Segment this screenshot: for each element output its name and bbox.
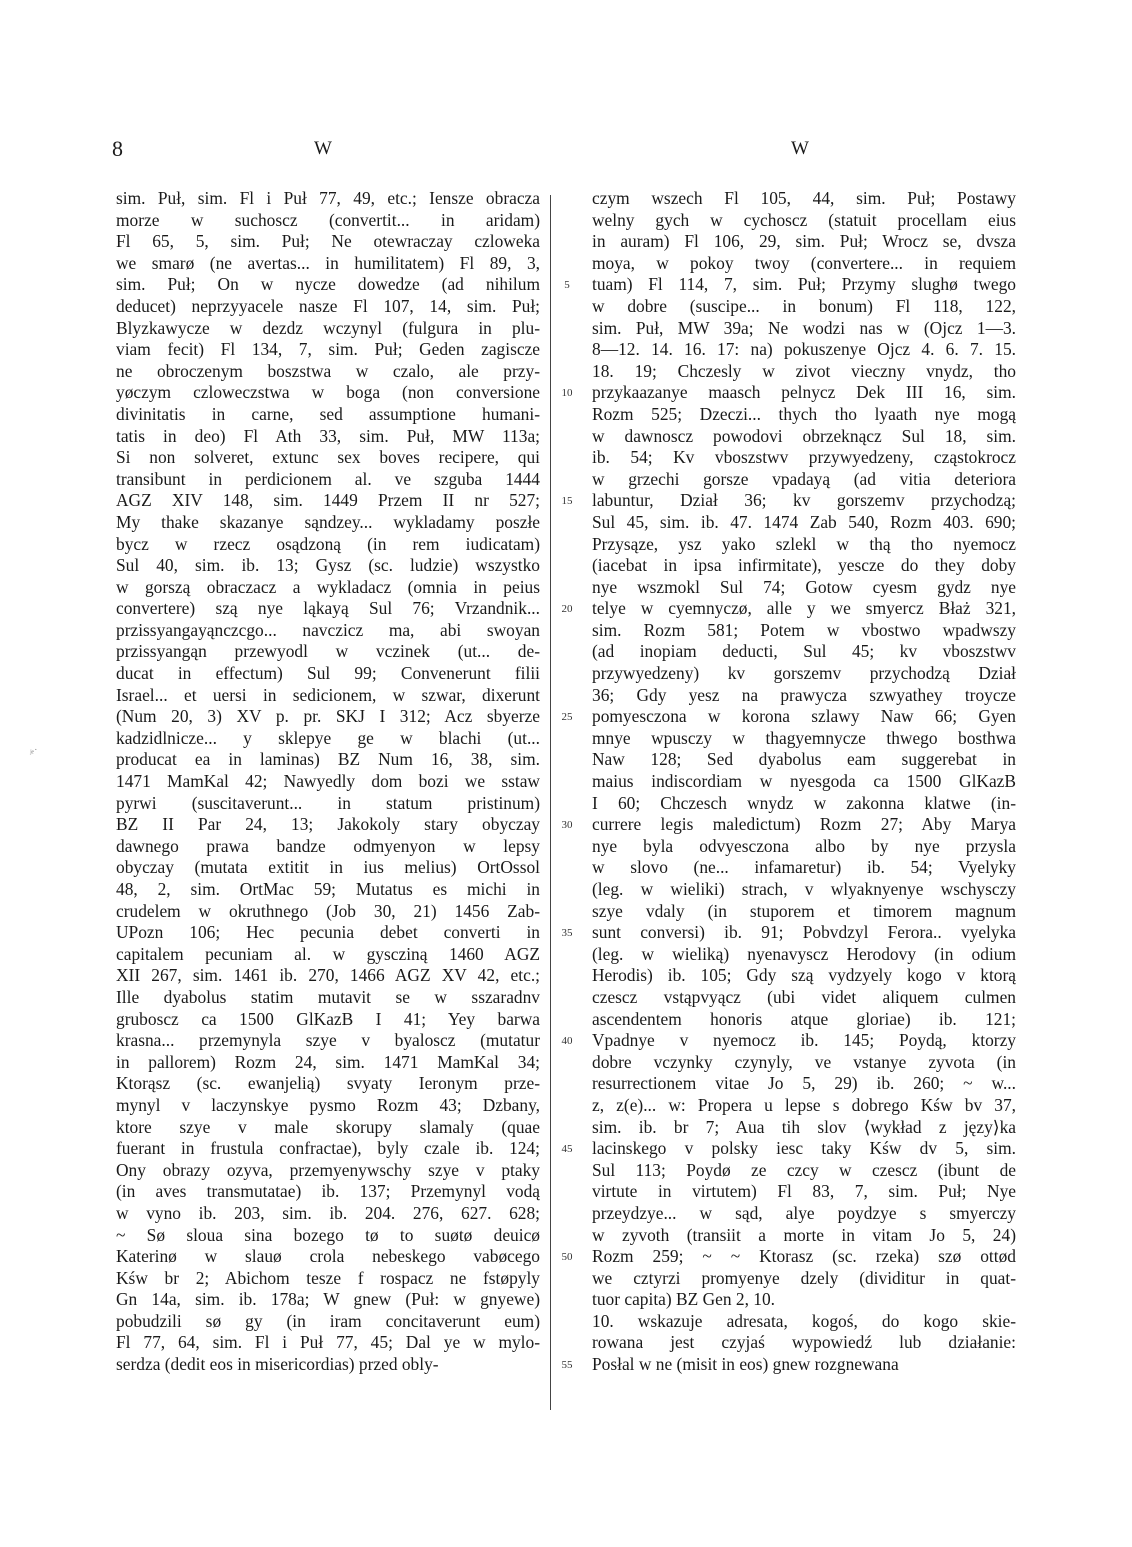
text-line: serdza (dedit eos in misericordias) przed obly- — [116, 1354, 439, 1375]
page-number: 8 — [112, 136, 123, 161]
text-line: virtute in virtutem) Fl 83, 7, sim. Puł; Nye — [592, 1181, 1016, 1202]
text-line: mnye wpusczy w thagyemnycze thwego bosthwa — [592, 727, 1016, 748]
text-line: tuam) Fl 114, 7, sim. Puł; Przymy slughø twego — [592, 274, 1016, 295]
text-line: in pallorem) Rozm 24, sim. 1471 MamKal 34; — [116, 1051, 540, 1072]
running-head-right: W — [791, 138, 810, 159]
text-line: Gn 14a, sim. ib. 178a; W gnew (Puł: w gnyewe) — [116, 1289, 540, 1310]
line-number: 45 — [561, 1143, 573, 1156]
text-line: 36; Gdy yesz na prawycza szwyathey troycze — [592, 684, 1016, 705]
text-line: ib. 54; Kv vboszstwv przywyedzeny, cząstokrocz — [592, 447, 1016, 468]
text-line: yøczym czloweczstwa w boga (non conversione — [116, 382, 540, 403]
text-line: sim. Puł, MW 39a; Ne wodzi nas w (Ojcz 1—3. — [592, 317, 1016, 338]
text-line: we cztyrzi promyenye dzely (dividitur in quat- — [592, 1267, 1016, 1288]
text-line: My thake skazanye sąndzey... wykladamy poszłe — [116, 511, 540, 532]
text-line: przeydzye... w sąd, alye poydzye s smyerczy — [592, 1202, 1016, 1223]
text-line: divinitatis in carne, sed assumptione humani- — [116, 403, 540, 424]
text-line: Rozm 259; ~ ~ Ktorasz (sc. rzeka) szø ottød — [592, 1246, 1016, 1267]
text-line: labuntur, Dział 36; kv gorszemv przychodzą; — [592, 490, 1016, 511]
text-line: pyrwi (suscitaverunt... in statum pristinum) — [116, 792, 540, 813]
text-line: przissyangayąnczcgo... navczicz ma, abi swoyan — [116, 619, 540, 640]
text-line: nye wszmokl Sul 74; Gotow cyesm gydz nye — [592, 576, 1016, 597]
text-line: sunt conversi) ib. 91; Pobvdzyl Ferora.. vyelyka — [592, 922, 1016, 943]
line-number: 50 — [561, 1251, 573, 1264]
text-line: Sul 113; Poydø ze czcy w czescz (ibunt de — [592, 1159, 1016, 1180]
text-line: (in aves transmutatae) ib. 137; Przemynyl vodą — [116, 1181, 540, 1202]
line-number: 10 — [561, 387, 573, 400]
text-line: w dawnoscz powodovi obrzeknącz Sul 18, sim. — [592, 425, 1016, 446]
text-line: BZ II Par 24, 13; Jakokoly stary obyczay — [116, 814, 540, 835]
text-line: Blyzkawycze w dezdz wczynyl (fulgura in plu- — [116, 317, 540, 338]
text-line: 18. 19; Chczesly w zivot vieczny vnydz, tho — [592, 360, 1016, 381]
text-line: Vpadnye v nyemocz ib. 145; Poydą, ktorzy — [592, 1030, 1016, 1051]
text-line: sim. Puł; On w nycze dowedze (ad nihilum — [116, 274, 540, 295]
text-line: (Num 20, 3) XV p. pr. SKJ I 312; Acz sbyerze — [116, 706, 540, 727]
text-line: w grzechi gorsze vpadayą (ad vitia deteriora — [592, 468, 1016, 489]
text-line: I 60; Chczesch wnydz w zakonna klatwe (in- — [592, 792, 1016, 813]
text-line: w slovo (ne... infamaretur) ib. 54; Vyelyky — [592, 857, 1016, 878]
text-line: tatis in deo) Fl Ath 33, sim. Puł, MW 113a; — [116, 425, 540, 446]
text-line: morze w suchoscz (convertit... in aridam) — [116, 209, 540, 230]
text-line: currere legis maledictum) Rozm 27; Aby Marya — [592, 814, 1016, 835]
text-line: AGZ XIV 148, sim. 1449 Przem II nr 527; — [116, 490, 540, 511]
running-head-left: W — [314, 138, 333, 159]
text-line: (leg. w wieliki) strach, v wlyaknyenye wschysczy — [592, 879, 1016, 899]
text-line: 10. wskazuje adresata, kogoś, do kogo skie- — [592, 1310, 1016, 1331]
line-number: 55 — [561, 1359, 573, 1372]
text-line: convertere) szą nye ląkayą Sul 76; Vrzandnik... — [116, 598, 540, 619]
text-line: ktore szye v male skorupy slamaly (quae — [116, 1116, 540, 1137]
text-line: ducat in effectum) Sul 99; Convenerunt filii — [116, 663, 540, 684]
text-line: 1471 MamKal 42; Nawyedly dom bozi we sstaw — [116, 771, 540, 792]
text-line: sim. ib. br 7; Aua tih slov ⟨wykład z języ⟩ka — [592, 1116, 1016, 1137]
text-line: crudelem w okruthnego (Job 30, 21) 1456 Zab- — [116, 900, 540, 921]
text-line: ascendentem honoris atque gloriae) ib. 121; — [592, 1008, 1016, 1029]
text-line: w vyno ib. 203, sim. ib. 204. 276, 627. 628; — [116, 1202, 540, 1223]
text-line: welny gych w cychoscz (statuit procellam eius — [592, 209, 1016, 230]
text-line: resurrectionem vitae Jo 5, 29) ib. 260; ~ w... — [592, 1073, 1016, 1094]
text-line: Kśw br 2; Abichom tesze f rospacz ne fstøpyly — [116, 1267, 540, 1288]
text-line: Katerinø w slauø crola nebeskego vabøcego — [116, 1246, 540, 1267]
text-line: sim. Puł, sim. Fl i Puł 77, 49, etc.; Iensze obracza — [116, 188, 540, 208]
text-line: w zyvoth (transiit a morte in vitam Jo 5, 24) — [592, 1224, 1016, 1245]
text-line: UPozn 106; Hec pecunia debet converti in — [116, 922, 540, 943]
text-line: capitalem pecuniam al. w gyscziną 1460 AGZ — [116, 943, 540, 964]
text-line: ~ Sø sloua sina bozego tø to suøtø deuicø — [116, 1224, 540, 1245]
text-line: mynyl v laczynskye pysmo Rozm 43; Dzbany, — [116, 1094, 540, 1115]
text-line: krasna... przemynyla szye v byaloscz (mutatur — [116, 1030, 540, 1051]
text-line: Naw 128; Sed dyabolus eam suggerebat in — [592, 749, 1016, 770]
margin-mark: ʲᵉ˙ — [30, 748, 38, 759]
text-line: deducet) neprzyyacele nasze Fl 107, 14, sim. Puł; — [116, 295, 540, 316]
text-line: in auram) Fl 106, 29, sim. Puł; Wrocz se, dvsza — [592, 231, 1016, 252]
text-line: Przysąze, ysz yako szlekl w thą tho nyemocz — [592, 533, 1016, 554]
text-line: kadzidlnicze... y sklepye ge w blachi (ut... — [116, 727, 540, 748]
text-line: lacinskego v polsky iesc taky Kśw dv 5, sim. — [592, 1138, 1016, 1159]
text-line: dobre vczynky czynyly, ve vstanye zyvota (in — [592, 1051, 1016, 1072]
text-line: XII 267, sim. 1461 ib. 270, 1466 AGZ XV 42, etc.; — [116, 965, 540, 986]
column-divider — [550, 195, 551, 1410]
line-number: 30 — [561, 819, 573, 832]
text-line: transibunt in perdicionem al. ve szguba 1444 — [116, 468, 540, 489]
text-line: przissyangąn przewyodl w vczinek (ut... de- — [116, 641, 540, 662]
text-line: obyczay (mutata extitit in ius melius) OrtOssol — [116, 857, 540, 878]
text-line: Fl 65, 5, sim. Puł; Ne otewraczay czloweka — [116, 231, 540, 252]
text-line: w gorszą obraczacz a wykladacz (omnia in peius — [116, 576, 540, 597]
text-line: przywyedzeny) kv gorszemv przychodzą Dział — [592, 663, 1016, 684]
line-number: 35 — [561, 927, 573, 940]
text-line: pobudzili sø gy (in iram concitaverunt eum) — [116, 1310, 540, 1331]
text-line: sim. Rozm 581; Potem w vbostwo wpadwszy — [592, 619, 1016, 640]
text-line: Ony obrazy ozyva, przemyenywschy szye v ptaky — [116, 1159, 540, 1180]
text-line: tuor capita) BZ Gen 2, 10. — [592, 1289, 776, 1310]
text-line: Sul 45, sim. ib. 47. 1474 Zab 540, Rozm 403. 690; — [592, 511, 1016, 532]
text-line: telye w cyemnyczø, alle y we smyercz Błaż 321, — [592, 598, 1016, 619]
text-line: (leg. w wieliką) nyenavyscz Herodovy (in odium — [592, 943, 1016, 964]
text-line: we smarø (ne avertas... in humilitatem) Fl 89, 3, — [116, 252, 540, 273]
right-column — [592, 188, 1016, 1376]
text-line: viam fecit) Fl 134, 7, sim. Puł; Geden zagiscze — [116, 339, 540, 360]
text-line: 48, 2, sim. OrtMac 59; Mutatus es michi in — [116, 879, 540, 899]
left-column — [116, 188, 540, 1376]
text-line: (ad inopiam deducti, Sul 45; kv vboszstwv — [592, 641, 1016, 662]
line-number: 20 — [561, 603, 573, 616]
text-line: Sul 40, sim. ib. 13; Gysz (sc. ludzie) wszystko — [116, 555, 540, 576]
text-line: gruboscz ca 1500 GlKazB I 41; Yey barwa — [116, 1008, 540, 1029]
text-line: dawnego prawa bandze odmyenyon w lepsy — [116, 835, 540, 856]
text-line: Herodis) ib. 105; Gdy szą vydzyely kogo v ktorą — [592, 965, 1016, 986]
text-line: moya, w pokoy twoy (convertere... in requiem — [592, 252, 1016, 273]
text-line: szye vdaly (in stuporem et timorem magnum — [592, 900, 1016, 921]
line-number: 25 — [561, 711, 573, 724]
text-line: fuerant in frustula confractae), byly czale ib. 124; — [116, 1138, 540, 1159]
text-line: rowana jest czyjaś wypowiedź lub działanie: — [592, 1332, 1016, 1353]
text-line: pomyesczona w korona szlawy Naw 66; Gyen — [592, 706, 1016, 727]
text-line: Si non solveret, extunc sex boves recipere, qui — [116, 447, 540, 468]
line-number: 15 — [561, 495, 573, 508]
line-number: 40 — [561, 1035, 573, 1048]
text-line: Fl 77, 64, sim. Fl i Puł 77, 45; Dal ye w mylo- — [116, 1332, 540, 1353]
text-line: w dobre (suscipe... in bonum) Fl 118, 122, — [592, 295, 1016, 316]
text-line: maius indiscordiam w nyesgoda ca 1500 GlKazB — [592, 771, 1016, 792]
text-line: producat ea in laminas) BZ Num 16, 38, sim. — [116, 749, 540, 770]
text-line: przykaazanye maasch pelnycz Dek III 16, sim. — [592, 382, 1016, 403]
text-line: Ille dyabolus statim mutavit se w sszaradnv — [116, 986, 540, 1007]
text-line: ne obroczenym boszstwa w czalo, ale przy- — [116, 360, 540, 381]
text-line: nye byla odvyesczona albo by nye przysla — [592, 835, 1016, 856]
text-line: (iacebat in ipsa infirmitate), yescze do they doby — [592, 555, 1016, 576]
text-line: Ktorąsz (sc. ewanjelią) svyaty Ieronym prze- — [116, 1073, 540, 1094]
text-line: Israel... et uersi in sedicionem, w szwar, dixerunt — [116, 684, 540, 705]
text-line: Posłal w ne (misit in eos) gnew rozgnewana — [592, 1354, 899, 1375]
text-line: z, z(e)... w: Propera u lepse s dobrego Kśw bv 37, — [592, 1094, 1016, 1115]
text-line: Rozm 525; Dzeczi... thych tho lyaath nye mogą — [592, 403, 1016, 424]
text-line: 8—12. 14. 16. 17: na) pokuszenye Ojcz 4. 6. 7. 15. — [592, 339, 1016, 360]
line-number: 5 — [564, 279, 570, 292]
text-line: czescz vstąpvyącz (ubi videt aliquem culmen — [592, 986, 1016, 1007]
text-line: bycz w rzecz osądzoną (in rem iudicatam) — [116, 533, 540, 554]
text-line: czym wszech Fl 105, 44, sim. Puł; Postawy — [592, 188, 1016, 208]
